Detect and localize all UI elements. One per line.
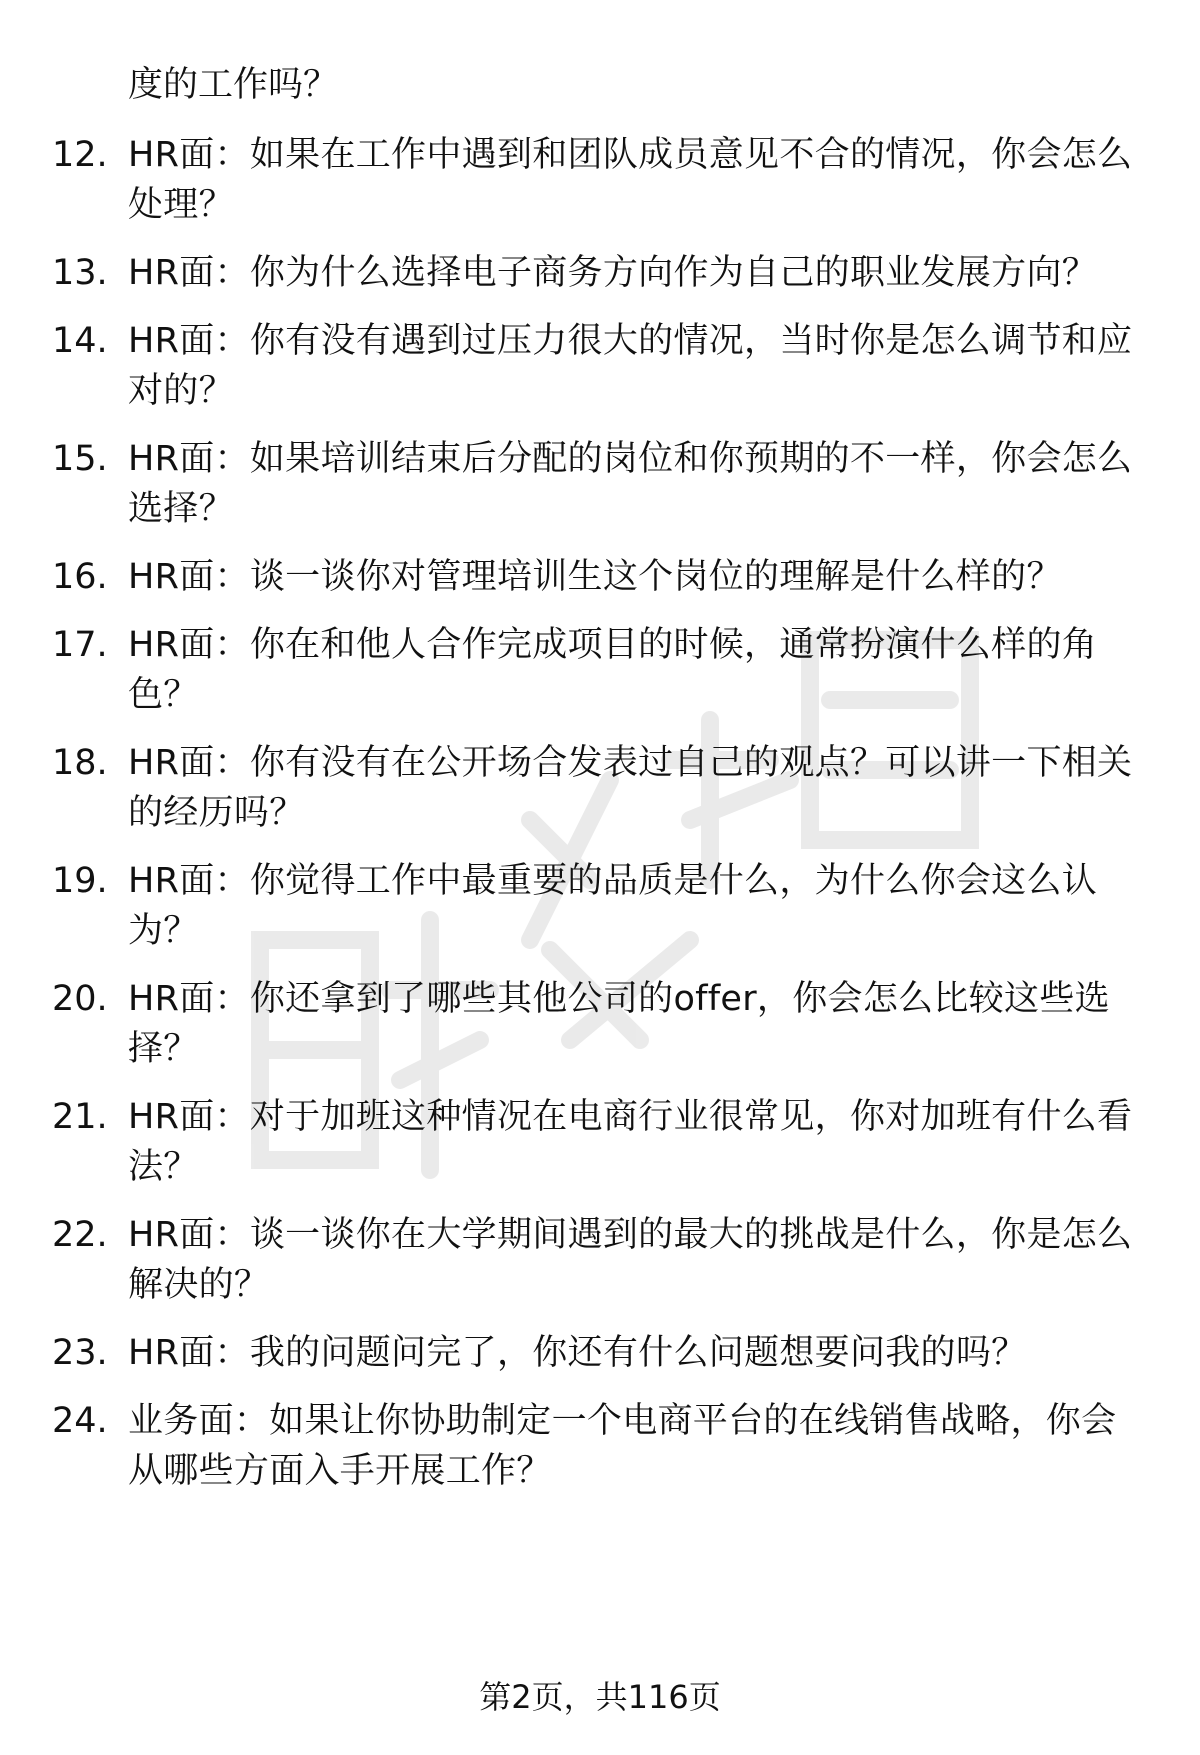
question-text — [128, 1092, 1158, 1192]
question-number: 15. — [52, 439, 108, 479]
question-line: HR面：谈一谈你在大学期间遇到的最大的挑战是什么，你是怎么 — [128, 1215, 1133, 1255]
question-line: HR面：你还拿到了哪些其他公司的offer，你会怎么比较这些选 — [128, 979, 1110, 1019]
question-number: 24. — [52, 1401, 108, 1441]
question-line: HR面：你有没有在公开场合发表过自己的观点？可以讲一下相关 — [128, 743, 1133, 783]
question-line: 为？ — [128, 911, 199, 951]
question-line: 色？ — [128, 675, 199, 715]
question-number: 13. — [52, 253, 108, 293]
question-line: HR面：对于加班这种情况在电商行业很常见，你对加班有什么看 — [128, 1097, 1133, 1137]
question-line: HR面：如果培训结束后分配的岗位和你预期的不一样，你会怎么 — [128, 439, 1133, 479]
question-line: HR面：我的问题问完了，你还有什么问题想要问我的吗？ — [128, 1333, 1027, 1373]
question-number: 12. — [52, 135, 108, 175]
question-text — [128, 130, 1158, 230]
question-number: 16. — [52, 557, 108, 597]
question-number: 19. — [52, 861, 108, 901]
question-line: HR面：你觉得工作中最重要的品质是什么，为什么你会这么认 — [128, 861, 1098, 901]
question-line: 对的？ — [128, 371, 234, 411]
question-text — [128, 738, 1158, 838]
question-line: 从哪些方面入手开展工作？ — [128, 1451, 552, 1491]
question-text — [128, 552, 1158, 602]
question-number: 20. — [52, 979, 108, 1019]
question-line: HR面：谈一谈你对管理培训生这个岗位的理解是什么样的？ — [128, 557, 1062, 597]
question-line: HR面：如果在工作中遇到和团队成员意见不合的情况，你会怎么 — [128, 135, 1133, 175]
question-text — [128, 1328, 1158, 1378]
question-text — [128, 316, 1158, 416]
question-line: 选择？ — [128, 489, 234, 529]
question-text — [128, 1210, 1158, 1310]
question-text — [128, 974, 1158, 1074]
question-text — [128, 1396, 1158, 1496]
question-number: 21. — [52, 1097, 108, 1137]
question-text — [128, 248, 1158, 298]
question-line: 业务面：如果让你协助制定一个电商平台的在线销售战略，你会 — [128, 1401, 1117, 1441]
question-number: 14. — [52, 321, 108, 361]
continuation-text: 度的工作吗？ — [128, 65, 339, 105]
question-line: HR面：你在和他人合作完成项目的时候，通常扮演什么样的角 — [128, 625, 1098, 665]
question-text — [128, 434, 1158, 534]
question-line: 择？ — [128, 1029, 199, 1069]
question-number: 17. — [52, 625, 108, 665]
question-line: 法？ — [128, 1147, 199, 1187]
question-text — [128, 620, 1158, 720]
question-number: 22. — [52, 1215, 108, 1255]
question-line: HR面：你为什么选择电子商务方向作为自己的职业发展方向？ — [128, 253, 1098, 293]
question-line: HR面：你有没有遇到过压力很大的情况，当时你是怎么调节和应 — [128, 321, 1133, 361]
question-line: 解决的？ — [128, 1265, 270, 1305]
question-line: 处理？ — [128, 185, 234, 225]
question-line: 的经历吗？ — [128, 793, 305, 833]
page-footer: 第2页，共116页 — [479, 1678, 721, 1716]
question-number: 18. — [52, 743, 108, 783]
question-number: 23. — [52, 1333, 108, 1373]
question-text — [128, 856, 1158, 956]
